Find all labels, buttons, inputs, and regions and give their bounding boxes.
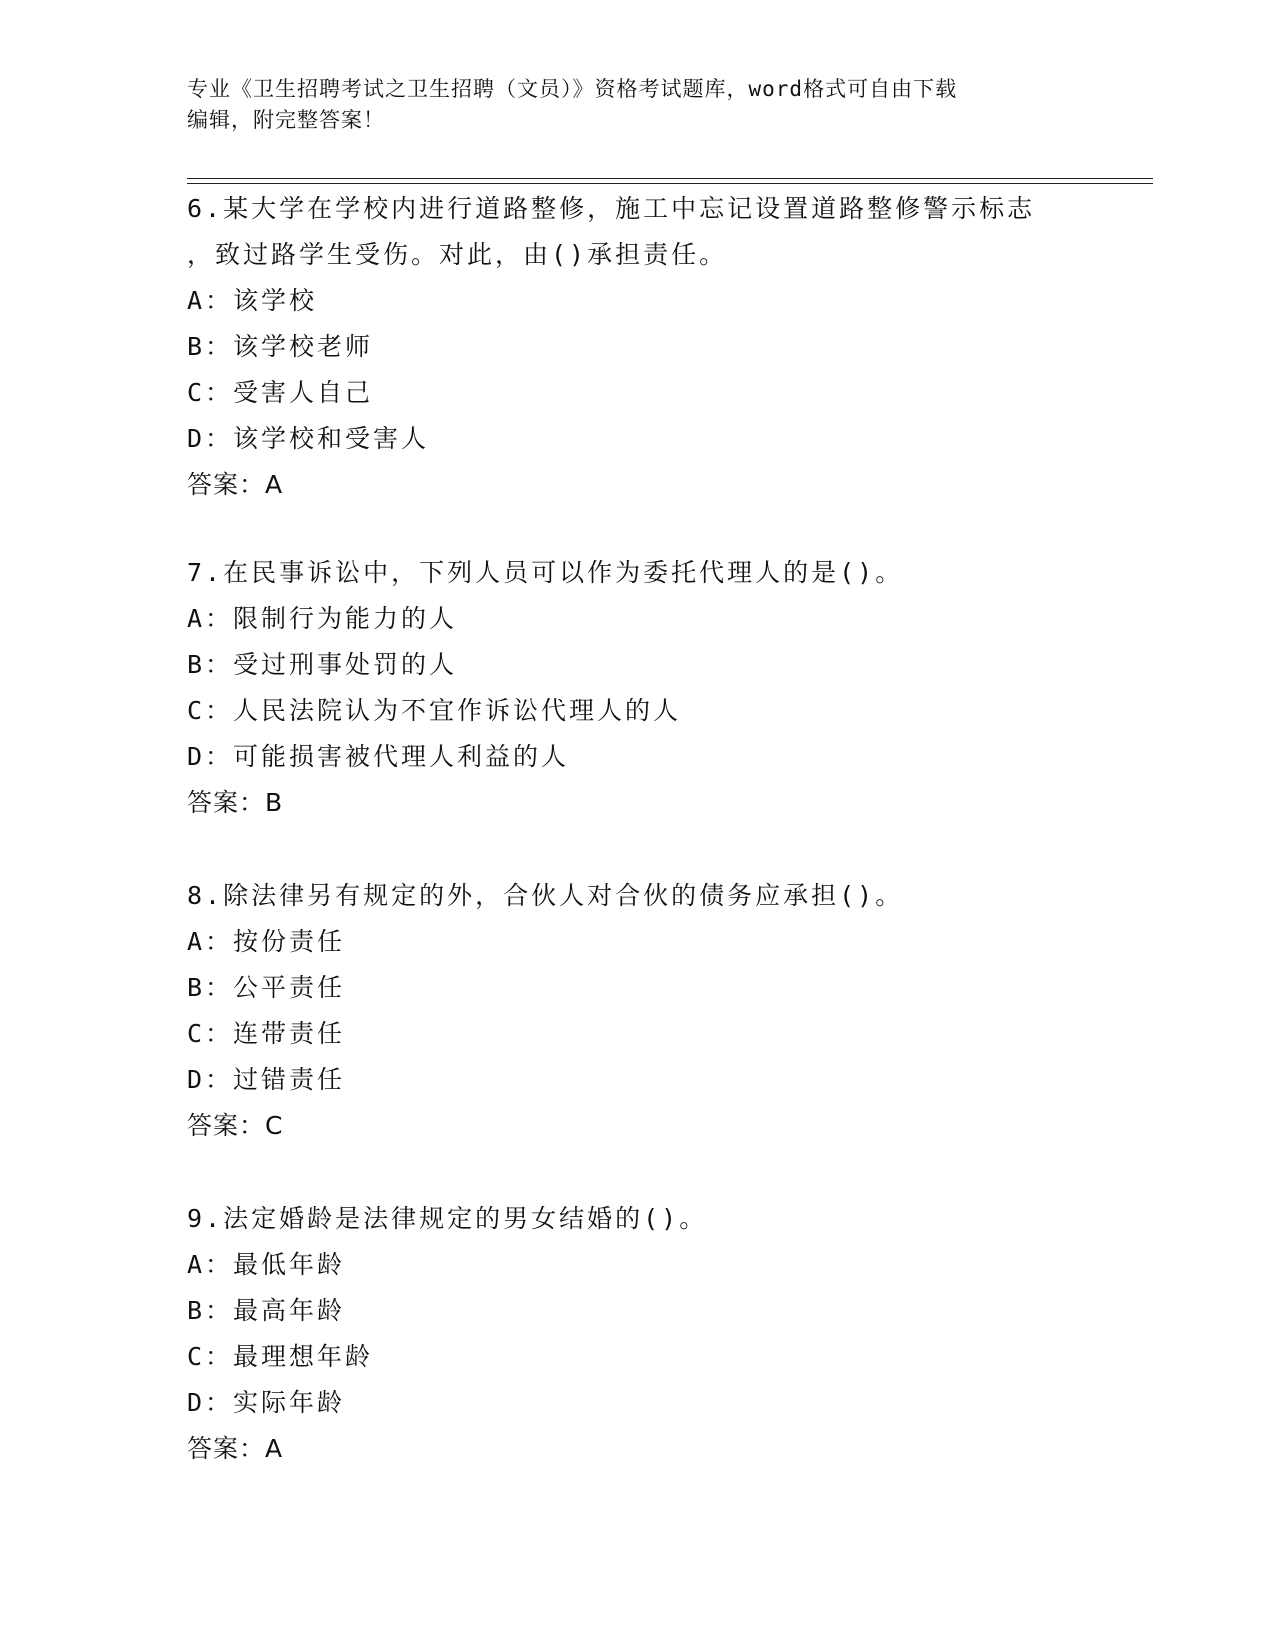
option-a: A：最低年龄 bbox=[187, 1250, 346, 1279]
answer-line: 答案：A bbox=[187, 470, 284, 499]
option-b: B：最高年龄 bbox=[187, 1296, 346, 1325]
option-d: D：实际年龄 bbox=[187, 1388, 346, 1417]
question-8 bbox=[187, 873, 1087, 1149]
option-c: C：人民法院认为不宜作诉讼代理人的人 bbox=[187, 696, 682, 725]
question-stem-line: ，致过路学生受伤。对此，由()承担责任。 bbox=[187, 240, 728, 269]
option-c: C：最理想年龄 bbox=[187, 1342, 374, 1371]
header-line-2: 编辑，附完整答案！ bbox=[187, 108, 385, 132]
question-9 bbox=[187, 1196, 1087, 1472]
option-b: B：该学校老师 bbox=[187, 332, 374, 361]
question-7 bbox=[187, 550, 1087, 826]
document-header bbox=[187, 74, 1087, 136]
option-d: D：可能损害被代理人利益的人 bbox=[187, 742, 570, 771]
option-a: A：该学校 bbox=[187, 286, 318, 315]
option-d: D：过错责任 bbox=[187, 1065, 346, 1094]
question-6 bbox=[187, 186, 1087, 508]
option-d: D：该学校和受害人 bbox=[187, 424, 430, 453]
header-line-1: 专业《卫生招聘考试之卫生招聘（文员）》资格考试题库，word格式可自由下载 bbox=[187, 77, 958, 101]
question-stem-line: 9.法定婚龄是法律规定的男女结婚的()。 bbox=[187, 1204, 708, 1233]
answer-line: 答案：A bbox=[187, 1434, 284, 1463]
option-a: A：按份责任 bbox=[187, 927, 346, 956]
header-rule-bottom bbox=[187, 183, 1153, 184]
option-c: C：连带责任 bbox=[187, 1019, 346, 1048]
question-stem-line: 8.除法律另有规定的外，合伙人对合伙的债务应承担()。 bbox=[187, 881, 904, 910]
option-b: B：受过刑事处罚的人 bbox=[187, 650, 458, 679]
option-a: A：限制行为能力的人 bbox=[187, 604, 458, 633]
question-stem-line: 7.在民事诉讼中，下列人员可以作为委托代理人的是()。 bbox=[187, 558, 904, 587]
header-rule-top bbox=[187, 178, 1153, 179]
answer-line: 答案：C bbox=[187, 1111, 284, 1140]
question-stem-line: 6.某大学在学校内进行道路整修，施工中忘记设置道路整修警示标志 bbox=[187, 194, 1036, 223]
answer-line: 答案：B bbox=[187, 788, 284, 817]
option-c: C：受害人自己 bbox=[187, 378, 374, 407]
option-b: B：公平责任 bbox=[187, 973, 346, 1002]
